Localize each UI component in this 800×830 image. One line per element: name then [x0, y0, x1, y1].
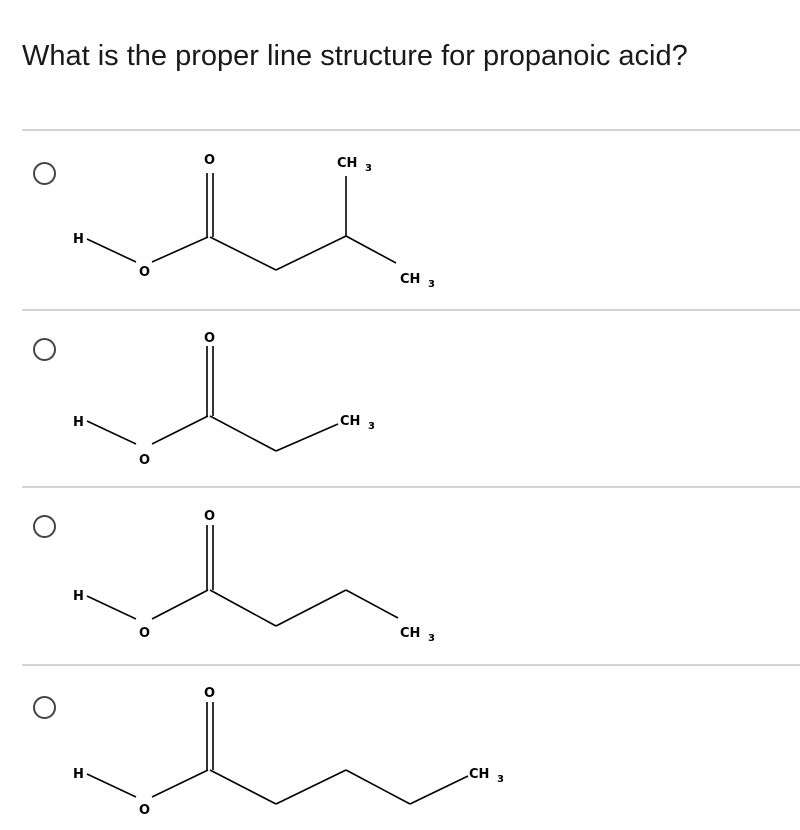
- atom-ch: CH: [337, 156, 358, 171]
- atom-h: H: [73, 232, 84, 247]
- atom-h: H: [73, 589, 84, 604]
- bond: [87, 239, 136, 262]
- atom-o-double: O: [204, 686, 216, 701]
- atom-o-single: O: [139, 453, 151, 468]
- line-structure-1: [0, 131, 800, 309]
- atom-o-single: O: [139, 626, 151, 641]
- answer-option-3[interactable]: [0, 488, 800, 664]
- bond: [346, 770, 410, 804]
- bond: [87, 596, 136, 619]
- atom-o-single: O: [139, 265, 151, 280]
- bond: [210, 590, 276, 626]
- line-structure-3: [0, 488, 800, 664]
- atom-h: H: [73, 415, 84, 430]
- bond: [210, 770, 276, 804]
- atom-o-double: O: [204, 331, 216, 346]
- atom-o-single: O: [139, 803, 151, 818]
- bond: [276, 770, 346, 804]
- question-text: What is the proper line structure for propanoic acid?: [22, 40, 688, 72]
- bond: [276, 236, 346, 270]
- atom-o-double: O: [204, 153, 216, 168]
- atom-h: H: [73, 767, 84, 782]
- bond: [276, 590, 346, 626]
- bond: [276, 424, 338, 451]
- atom-subscript: 3: [428, 279, 435, 290]
- atom-ch: CH: [400, 626, 421, 641]
- answer-option-2[interactable]: [0, 311, 800, 486]
- bond: [210, 416, 276, 451]
- bond: [346, 590, 398, 618]
- atom-ch: CH: [469, 767, 490, 782]
- line-structure-2: [0, 311, 800, 486]
- bond: [210, 237, 276, 270]
- line-structure-4: [0, 666, 800, 830]
- atom-subscript: 3: [428, 633, 435, 644]
- atom-subscript: 3: [497, 774, 504, 785]
- atom-ch: CH: [340, 414, 361, 429]
- answer-option-4[interactable]: [0, 666, 800, 830]
- atom-subscript: 3: [365, 163, 372, 174]
- bond: [410, 776, 468, 804]
- bond: [87, 421, 136, 444]
- bond: [152, 416, 208, 444]
- bond: [152, 770, 208, 797]
- answer-option-1[interactable]: [0, 131, 800, 309]
- atom-o-double: O: [204, 509, 216, 524]
- atom-ch: CH: [400, 272, 421, 287]
- atom-subscript: 3: [368, 421, 375, 432]
- bond: [152, 590, 208, 619]
- bond: [346, 236, 396, 263]
- bond: [152, 237, 208, 262]
- bond: [87, 774, 136, 797]
